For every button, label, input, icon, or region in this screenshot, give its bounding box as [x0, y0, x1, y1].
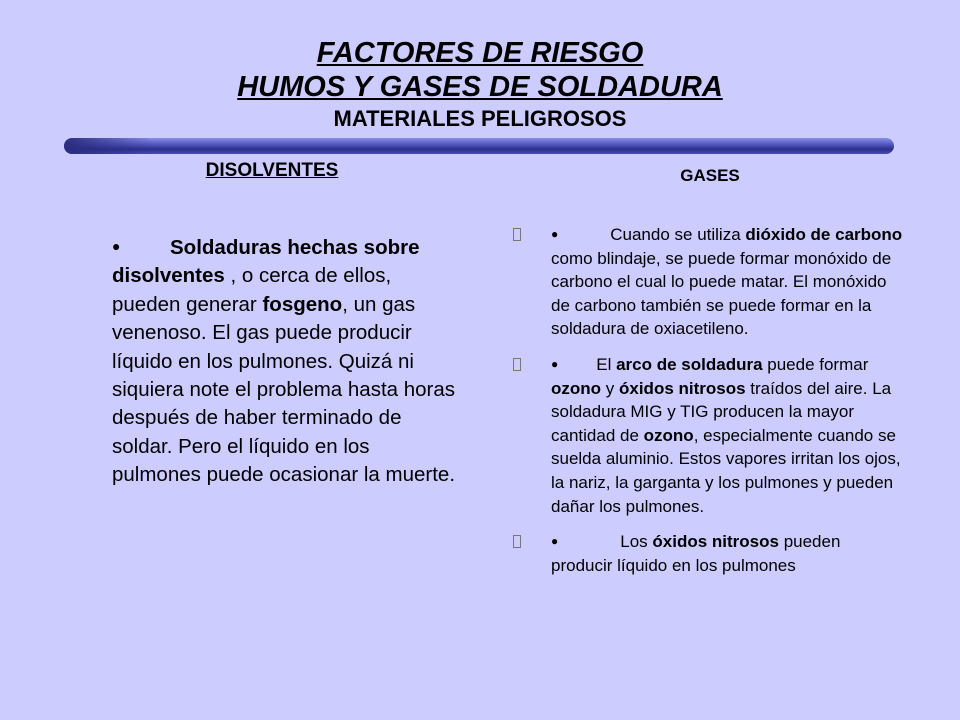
gas-item-bold: ozono [643, 425, 694, 445]
disolventes-text-1: , o cerca de ellos, pueden generar [112, 264, 392, 316]
bullet-icon: ● [551, 534, 559, 549]
gas-item-text: traídos del aire. La soldadura MIG y TIG producen la mayor cantidad de [551, 378, 892, 445]
gas-item-text: Cuando se utiliza [610, 225, 746, 244]
gases-list [510, 223, 910, 577]
gas-item-text: puede formar [762, 354, 869, 374]
gas-item-text: , especialmente cuando se suelda aluminio. Estos vapores irritan los ojos, la nariz, la garganta y los pulmones y pueden dañar los pulmones. [551, 425, 901, 516]
disolventes-heading: DISOLVENTES [205, 160, 339, 181]
missing-glyph-icon [513, 358, 521, 371]
gas-item-text: y [601, 378, 619, 398]
right-column [510, 165, 910, 589]
slide-title-line-1: FACTORES DE RIESGO [316, 37, 644, 69]
gas-item-bold: óxidos nitrosos [652, 532, 779, 552]
slide-title-block [0, 36, 960, 132]
gas-item-arco [510, 353, 903, 518]
gas-item-co2 [510, 223, 903, 341]
gas-item-oxidos [510, 530, 903, 577]
fosgeno-bold: fosgeno [262, 292, 343, 316]
slide-subtitle: MATERIALES PELIGROSOS [333, 106, 627, 131]
gas-item-text: Los [620, 532, 653, 552]
gas-item-text: como blindaje, se puede formar monóxido de carbono el cual lo puede matar. El monóxido de carbono también se puede formar en la soldadura de oxiacetileno. [551, 248, 892, 339]
gases-heading: GASES [680, 166, 740, 185]
gas-item-bold: ozono [551, 378, 602, 398]
gas-item-text: pueden producir líquido en los pulmones [551, 532, 841, 575]
left-column [112, 160, 462, 490]
disolventes-paragraph [112, 232, 462, 490]
gas-item-bold: dióxido de carbono [745, 225, 903, 244]
bullet-icon: ● [551, 227, 559, 241]
disolventes-text-2: , un gas venenoso. El gas puede producir líquido en los pulmones. Quizá ni siquiera note el problema hasta horas después de haber terminado de soldar. Pero el líquido en los pulmones puede ocasionar la muerte. [112, 292, 456, 487]
title-divider-bar [64, 138, 894, 154]
gas-item-bold: arco de soldadura [616, 354, 763, 374]
bullet-icon: ● [112, 238, 121, 254]
gas-item-bold: óxidos nitrosos [619, 378, 746, 398]
slide-title-line-2: HUMOS Y GASES DE SOLDADURA [237, 71, 723, 103]
disolventes-bold-lead: Soldaduras hechas sobre disolventes [112, 236, 420, 288]
missing-glyph-icon [513, 228, 521, 241]
gas-item-text: El [596, 354, 617, 374]
bullet-icon: ● [551, 356, 559, 371]
missing-glyph-icon [513, 535, 521, 548]
